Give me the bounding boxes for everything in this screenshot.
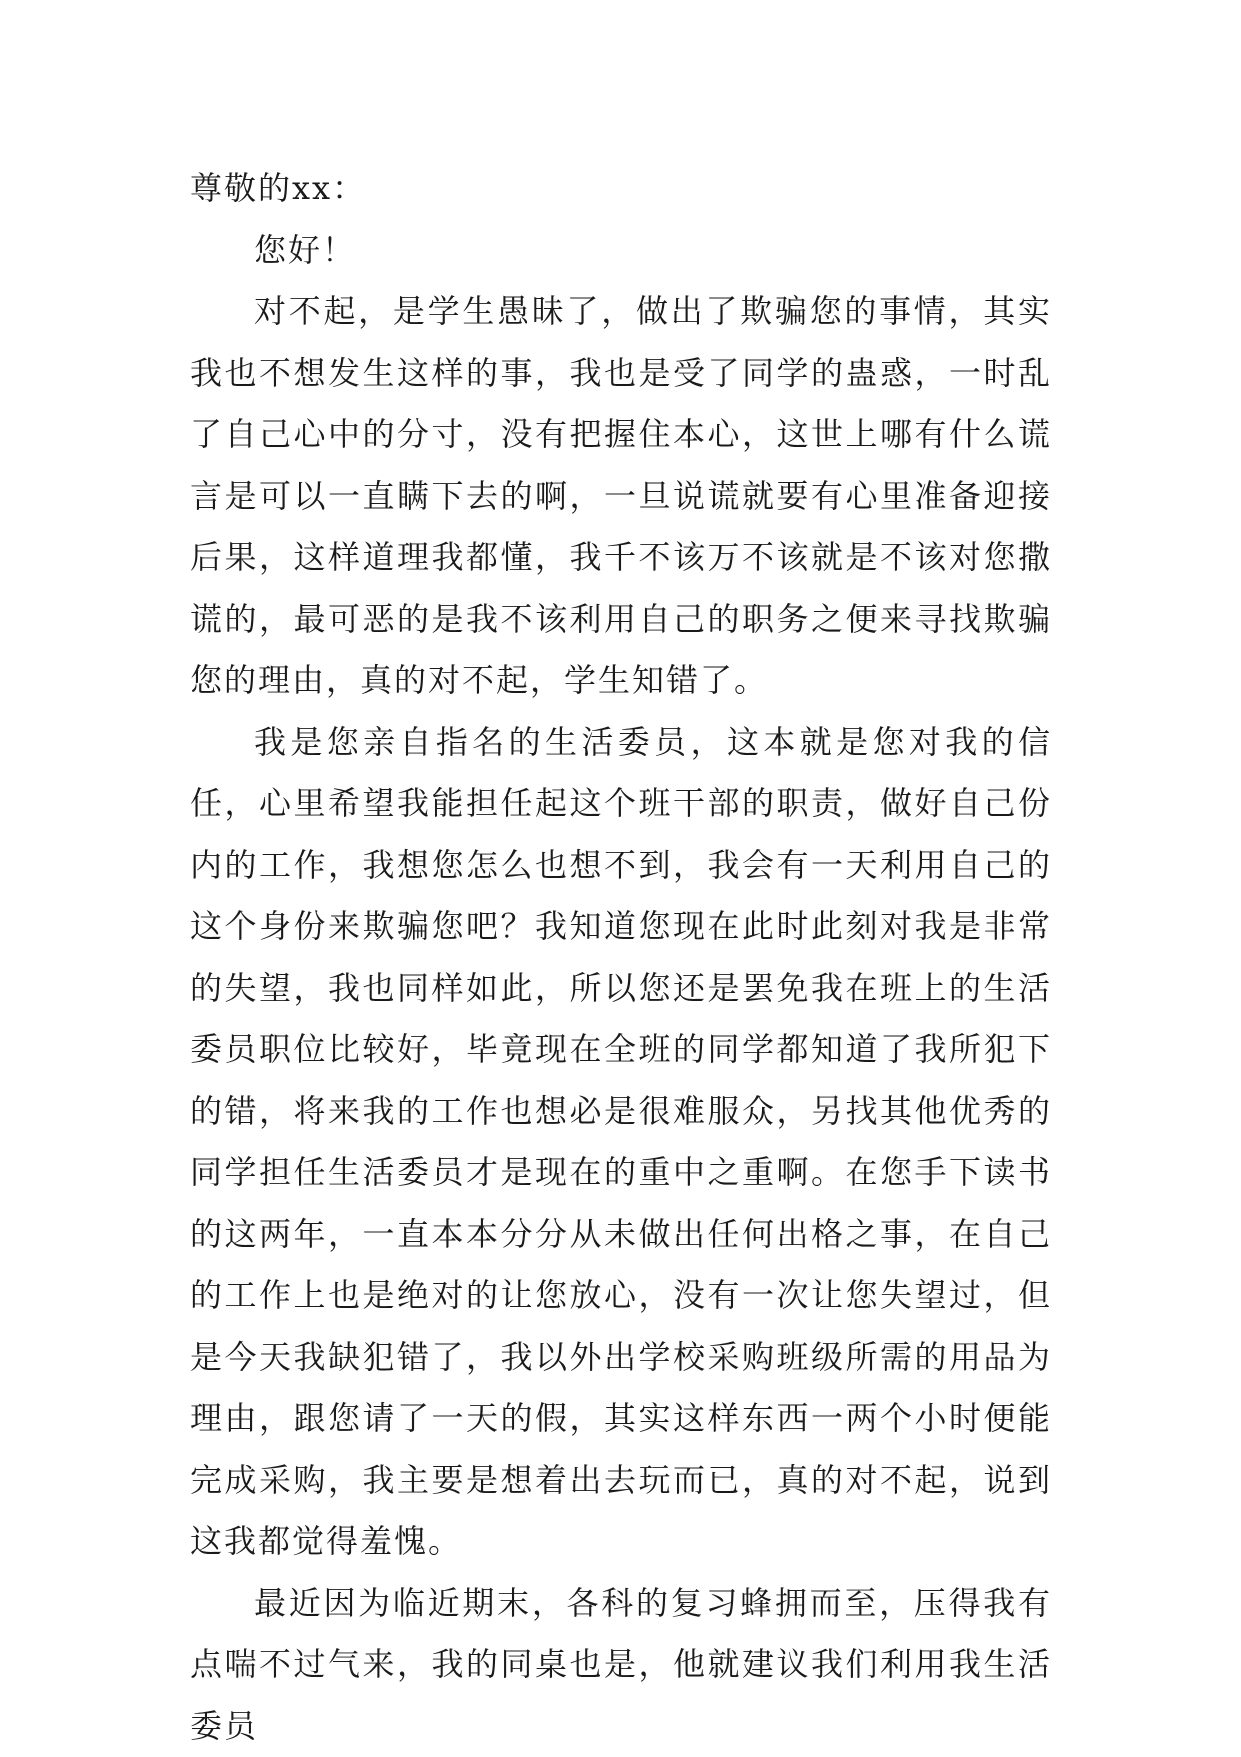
letter-body: [190, 158, 1052, 1757]
salutation: 尊敬的xx：: [190, 158, 1052, 220]
paragraph-reason: 最近因为临近期末，各科的复习蜂拥而至，压得我有点喘不过气来，我的同桌也是，他就建议我们利用我生活委员: [190, 1573, 1052, 1757]
greeting: 您好！: [190, 220, 1052, 282]
paragraph-role: 我是您亲自指名的生活委员，这本就是您对我的信任，心里希望我能担任起这个班干部的职责，做好自己份内的工作，我想您怎么也想不到，我会有一天利用自己的这个身份来欺骗您吧？我知道您现在此时此刻对我是非常的失望，我也同样如此，所以您还是罢免我在班上的生活委员职位比较好，毕竟现在全班的同学都知道了我所犯下的错，将来我的工作也想必是很难服众，另找其他优秀的同学担任生活委员才是现在的重中之重啊。在您手下读书的这两年，一直本本分分从未做出任何出格之事，在自己的工作上也是绝对的让您放心，没有一次让您失望过，但是今天我缺犯错了，我以外出学校采购班级所需的用品为理由，跟您请了一天的假，其实这样东西一两个小时便能完成采购，我主要是想着出去玩而已，真的对不起，说到这我都觉得羞愧。: [190, 712, 1052, 1573]
paragraph-apology: 对不起，是学生愚昧了，做出了欺骗您的事情，其实我也不想发生这样的事，我也是受了同学的蛊惑，一时乱了自己心中的分寸，没有把握住本心，这世上哪有什么谎言是可以一直瞒下去的啊，一旦说谎就要有心里准备迎接后果，这样道理我都懂，我千不该万不该就是不该对您撒谎的，最可恶的是我不该利用自己的职务之便来寻找欺骗您的理由，真的对不起，学生知错了。: [190, 281, 1052, 712]
